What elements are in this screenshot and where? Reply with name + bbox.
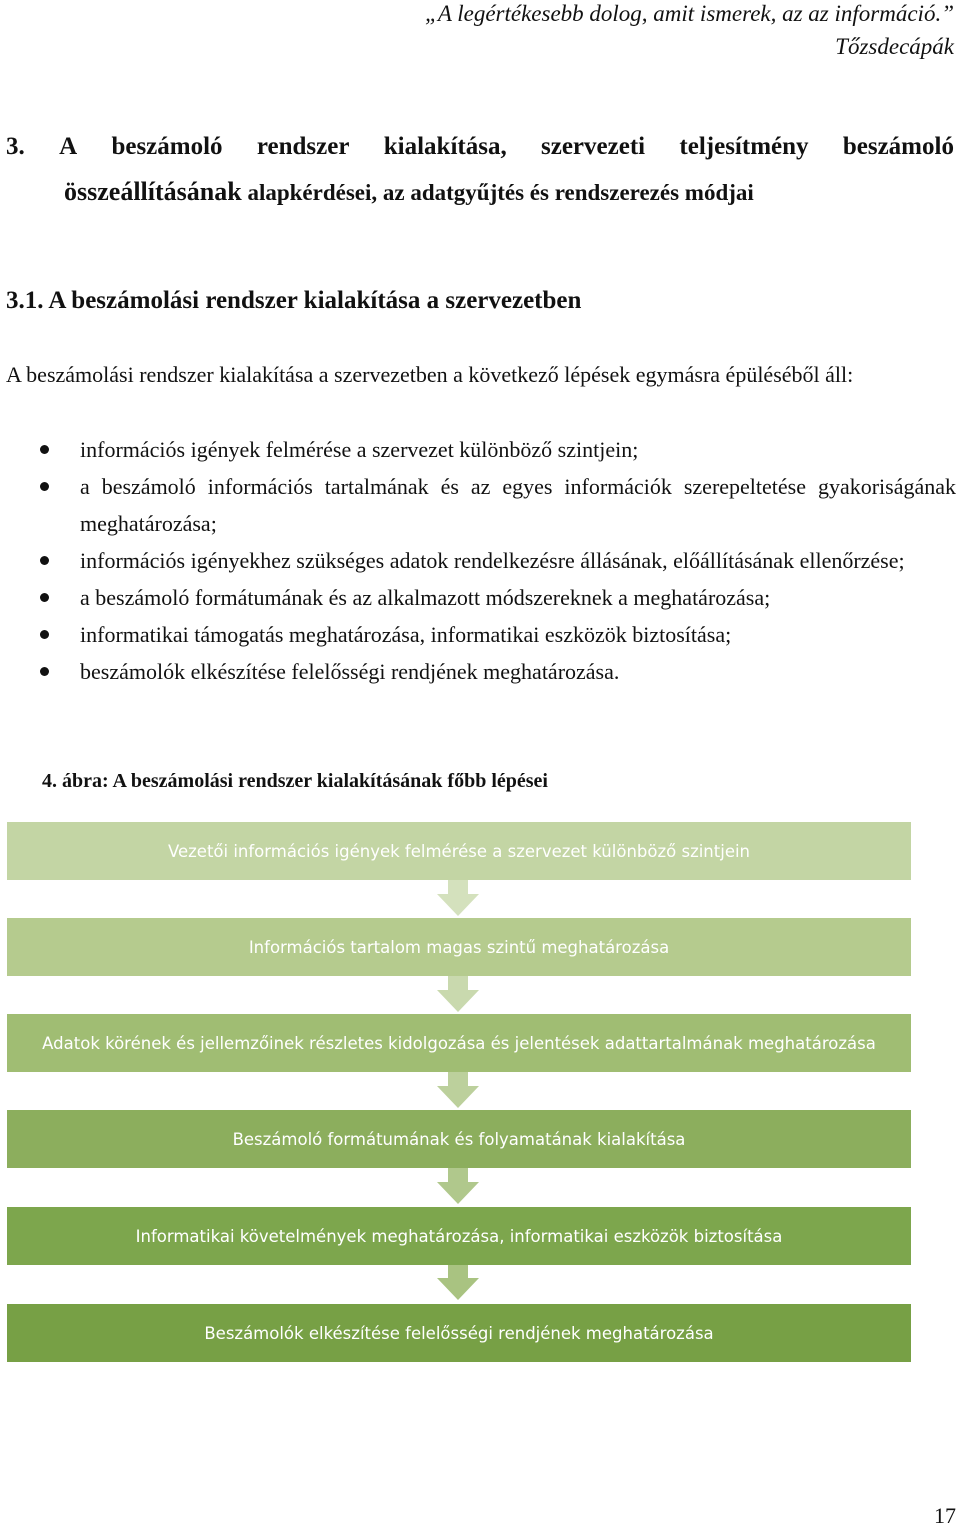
down-arrow-icon: [437, 1264, 479, 1300]
chapter-title-rest: alapkérdései, az adatgyűjtés és rendszerezés módjai: [241, 180, 754, 205]
figure-caption: 4. ábra: A beszámolási rendszer kialakításának főbb lépései: [42, 770, 548, 792]
chapter-number: 3.: [6, 133, 25, 160]
chapter-title-word: rendszer: [256, 133, 350, 160]
process-step-2: [7, 918, 911, 976]
chapter-title: [6, 124, 954, 215]
bullet-text: a beszámoló információs tartalmának és az egyes információk szerepeltetése gyakoriságának meghatározása;: [80, 474, 956, 536]
process-step-label: Adatok körének és jellemzőinek részletes kidolgozása és jelentések adattartalmának meghatározása: [42, 1033, 876, 1053]
chapter-title-word: beszámoló: [111, 133, 223, 160]
process-step-label: Beszámoló formátumának és folyamatának kialakítása: [232, 1129, 686, 1149]
process-step-label: Informatikai követelmények meghatározása, informatikai eszközök biztosítása: [135, 1226, 783, 1246]
bullet-text: informatikai támogatás meghatározása, informatikai eszközök biztosítása;: [80, 622, 732, 647]
bullet-dot-icon: [40, 556, 49, 565]
steps-bullet-list: [0, 431, 956, 690]
down-arrow-icon: [437, 1072, 479, 1108]
down-arrow-icon: [437, 1168, 479, 1204]
bullet-text: információs igények felmérése a szervezet különböző szintjein;: [80, 437, 639, 462]
chapter-title-word: beszámoló: [842, 133, 954, 160]
down-arrow-icon: [437, 976, 479, 1012]
bullet-dot-icon: [40, 445, 49, 454]
bullet-item: [0, 468, 956, 542]
bullet-dot-icon: [40, 667, 49, 676]
chapter-title-word: A: [59, 133, 78, 160]
chapter-title-line1: [6, 124, 954, 169]
header-quote-author: Tőzsdecápák: [835, 34, 954, 59]
chapter-title-big-word: összeállításának: [64, 177, 242, 206]
process-step-4: [7, 1110, 911, 1168]
header-quote: „A legértékesebb dolog, amit ismerek, az az információ.”: [425, 1, 954, 26]
process-step-label: Információs tartalom magas szintű meghatározása: [248, 937, 670, 957]
page-number: 17: [934, 1503, 956, 1528]
bullet-dot-icon: [40, 630, 49, 639]
intro-paragraph: A beszámolási rendszer kialakítása a szervezetben a következő lépések egymásra épüléséből áll:: [6, 362, 854, 387]
bullet-item: [0, 579, 956, 616]
chapter-title-line2: [6, 169, 954, 215]
bullet-text: információs igényekhez szükséges adatok rendelkezésre állásának, előállításának ellenőrzése;: [80, 548, 905, 573]
section-title: 3.1. A beszámolási rendszer kialakítása a szervezetben: [6, 287, 582, 314]
process-step-label: Beszámolók elkészítése felelősségi rendjének meghatározása: [204, 1323, 714, 1343]
bullet-text: beszámolók elkészítése felelősségi rendjének meghatározása.: [80, 659, 620, 684]
process-step-5: [7, 1207, 911, 1265]
process-step-1: [7, 822, 911, 880]
chapter-title-word: teljesítmény: [679, 133, 809, 160]
chapter-title-word: kialakítása,: [383, 133, 507, 160]
process-step-3: [7, 1014, 911, 1072]
bullet-dot-icon: [40, 482, 49, 491]
bullet-dot-icon: [40, 593, 49, 602]
bullet-text: a beszámoló formátumának és az alkalmazott módszereknek a meghatározása;: [80, 585, 771, 610]
down-arrow-icon: [437, 880, 479, 916]
process-step-label: Vezetői információs igények felmérése a szervezet különböző szintjein: [167, 841, 751, 861]
chapter-title-word: szervezeti: [541, 133, 646, 160]
bullet-item: [0, 542, 956, 579]
bullet-item: [0, 653, 956, 690]
bullet-item: [0, 431, 956, 468]
bullet-item: [0, 616, 956, 653]
process-step-6: [7, 1304, 911, 1362]
